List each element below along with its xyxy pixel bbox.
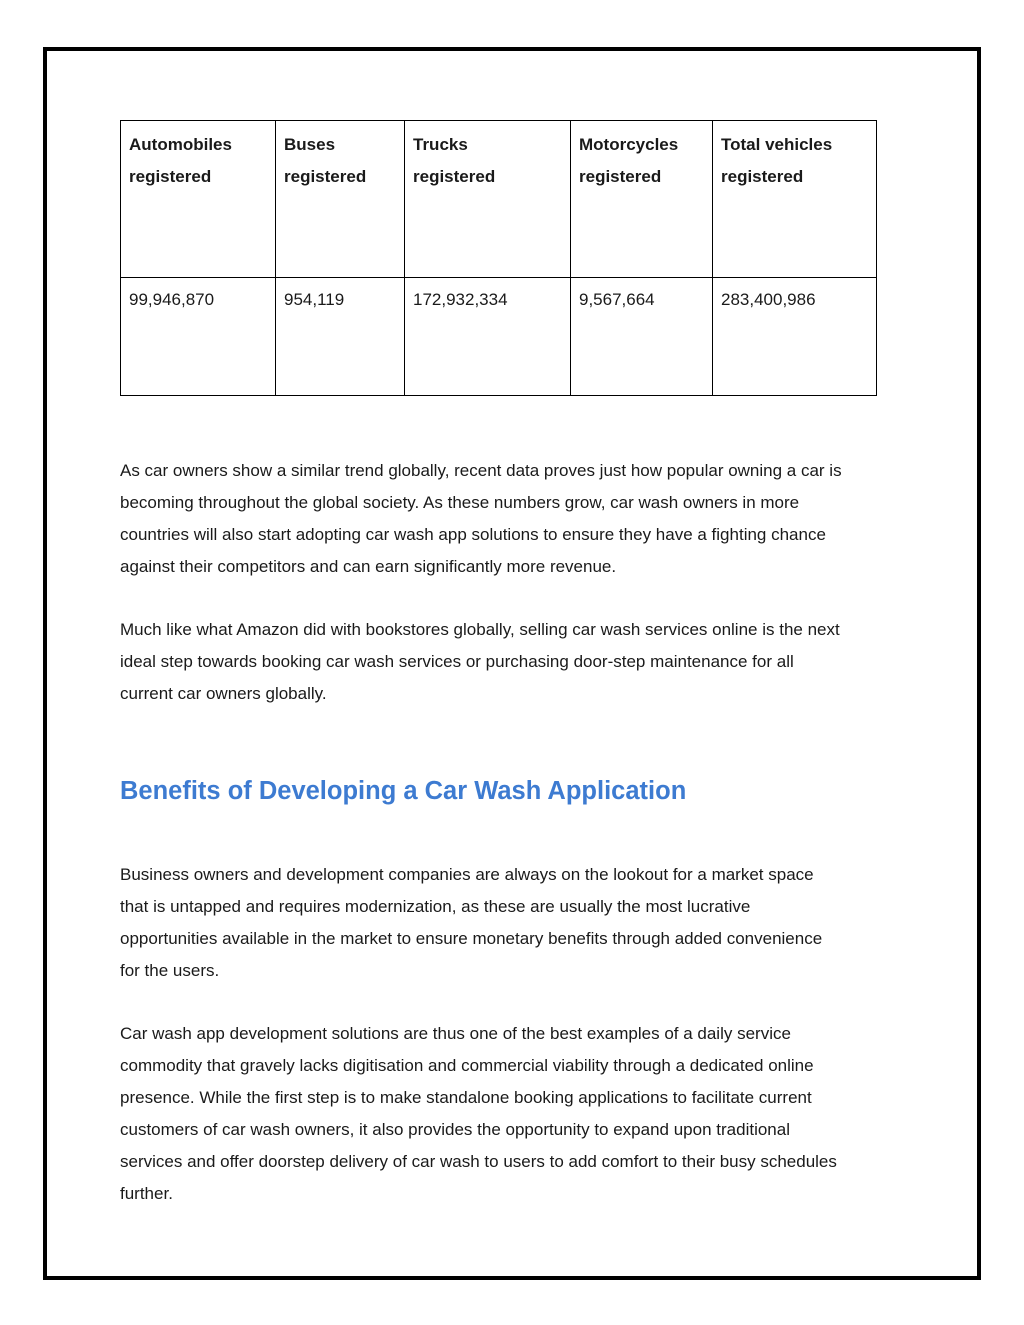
paragraph-app-development (120, 1018, 920, 1210)
header-line: Motorcycles (579, 135, 679, 154)
text-line: for the users. (120, 961, 220, 980)
header-line: Automobiles (129, 135, 232, 154)
header-line: Buses (284, 135, 336, 154)
text-line: services and offer doorstep delivery of car wash to users to add comfort to their busy schedules (120, 1152, 837, 1171)
text-line: opportunities available in the market to ensure monetary benefits through added convenience (120, 929, 823, 948)
text-line: Car wash app development solutions are thus one of the best examples of a daily service (120, 1024, 791, 1043)
header-line: registered (579, 167, 662, 186)
table-row (121, 278, 877, 396)
paragraph-amazon-comparison (120, 614, 920, 710)
text-line: customers of car wash owners, it also provides the opportunity to expand upon traditional (120, 1120, 790, 1139)
table-cell: 99,946,870 (121, 278, 276, 396)
text-line: Business owners and development companies are always on the lookout for a market space (120, 865, 814, 884)
header-line: registered (413, 167, 496, 186)
text-line: presence. While the first step is to make standalone booking applications to facilitate current (120, 1088, 812, 1107)
text-line: As car owners show a similar trend globally, recent data proves just how popular owning a car is (120, 461, 842, 480)
table-header-cell (405, 121, 571, 278)
table-header-cell (276, 121, 405, 278)
text-line: against their competitors and can earn significantly more revenue. (120, 557, 617, 576)
header-line: Trucks (413, 135, 468, 154)
table-cell: 954,119 (276, 278, 405, 396)
table-header-cell (713, 121, 877, 278)
text-line: further. (120, 1184, 173, 1203)
paragraph-business-owners (120, 859, 920, 987)
table-cell: 283,400,986 (713, 278, 877, 396)
text-line: ideal step towards booking car wash services or purchasing door-step maintenance for all (120, 652, 794, 671)
text-line: Much like what Amazon did with bookstores globally, selling car wash services online is the next (120, 620, 840, 639)
header-line: registered (721, 167, 804, 186)
text-line: that is untapped and requires modernization, as these are usually the most lucrative (120, 897, 751, 916)
vehicle-registration-table (120, 120, 877, 396)
table-cell: 9,567,664 (571, 278, 713, 396)
text-line: countries will also start adopting car wash app solutions to ensure they have a fighting chance (120, 525, 826, 544)
table-header-row (121, 121, 877, 278)
header-line: registered (284, 167, 367, 186)
text-line: current car owners globally. (120, 684, 327, 703)
table-header-cell (571, 121, 713, 278)
paragraph-car-owner-trend (120, 455, 920, 583)
table-cell: 172,932,334 (405, 278, 571, 396)
text-line: becoming throughout the global society. As these numbers grow, car wash owners in more (120, 493, 800, 512)
header-line: registered (129, 167, 212, 186)
header-line: Total vehicles (721, 135, 833, 154)
table-header-cell (121, 121, 276, 278)
section-heading: Benefits of Developing a Car Wash Application (120, 777, 687, 805)
text-line: commodity that gravely lacks digitisation and commercial viability through a dedicated online (120, 1056, 814, 1075)
